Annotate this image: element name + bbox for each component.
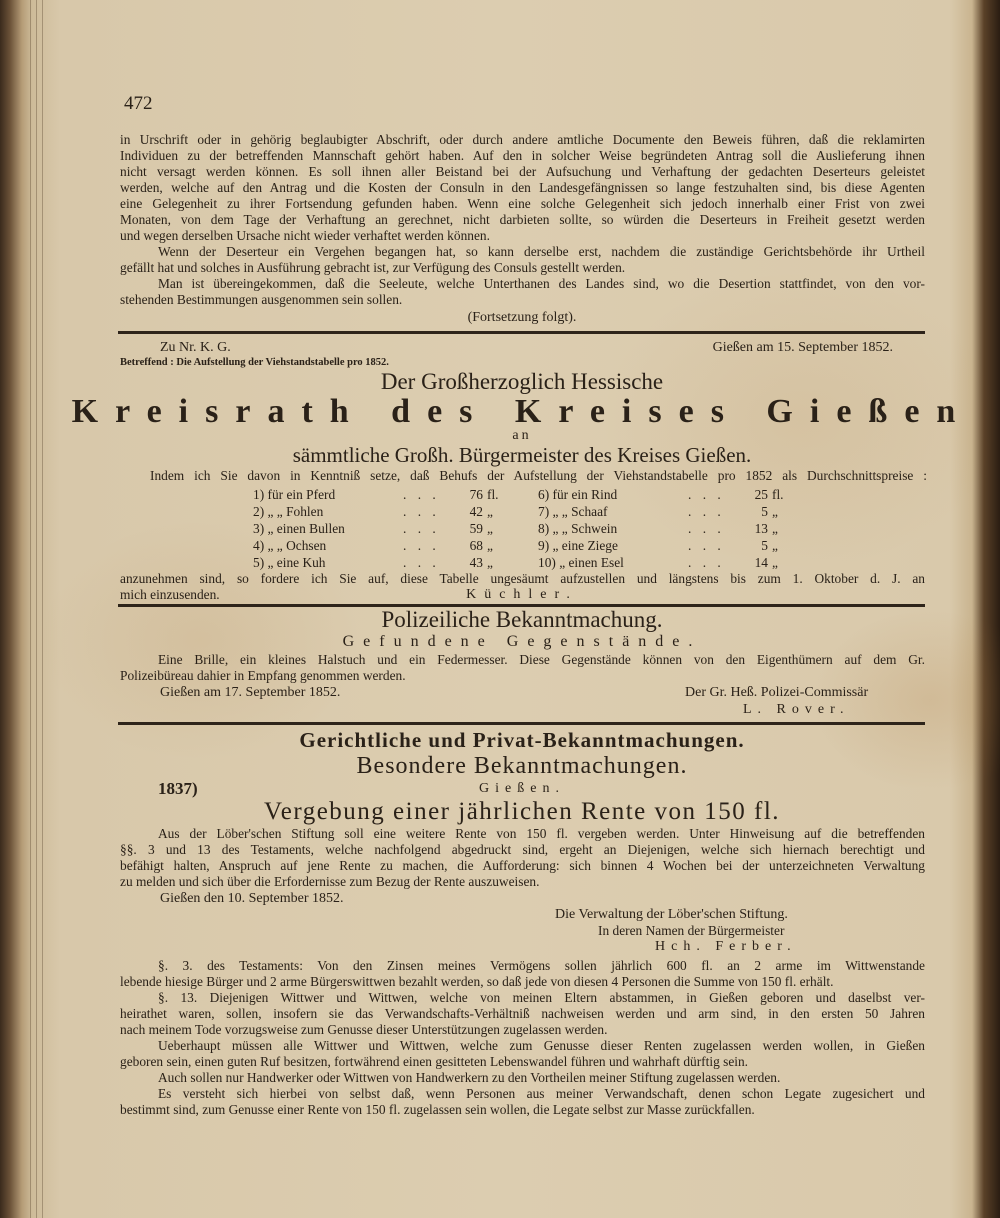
rente-notice-text [120,826,925,890]
leader-dots: . . . [688,555,725,570]
price-row [253,503,507,520]
price-label: 2) „ „ Fohlen [253,504,324,519]
foundation-signature-name: Hch. Ferber. [655,939,797,954]
leader-dots: . . . [688,487,725,502]
divider [118,331,925,334]
leader-dots: . . . [688,538,725,553]
text-line: mich einzusenden. [120,587,220,602]
price-value: 5 [761,504,768,519]
continuation-note: (Fortsetzung folgt). [467,310,577,325]
price-unit: fl. [487,487,499,502]
text-line: Auch sollen nur Handwerker oder Wittwen von Handwerkern zu den Vortheilen meiner Stiftung zugelassen werden. [158,1070,781,1085]
text-line: stehenden Bestimmungen ausgenommen sein sollen. [120,292,403,307]
text-line: eine Gelegenheit zu ihrer Fortsendung gefunden haben. Wenn eine solche Gelegenheit sich jedoch innerhalb einer Frist von zwei [120,196,925,211]
police-notice-date: Gießen am 17. September 1852. [160,685,341,700]
price-label: 10) „ einen Esel [538,555,624,570]
text-line: bestimmt sind, zum Genusse einer Rente von 150 fl. zugelassen sein wollen, die Legate selbst zur Masse zurückfallen. [120,1102,755,1117]
text-line: geboren sein, einen guten Ruf besitzen, fortwährend einen gesitteten Lebenswandel führen und wahrhaft dürftig sein. [120,1054,749,1069]
price-value: 14 [754,555,768,570]
text-line: Wenn der Deserteur ein Vergehen begangen hat, so kann derselbe erst, nachdem die zuständige Gerichtsbehörde ihr Urtheil [158,244,925,259]
price-unit: „ [487,504,493,519]
police-signature-name: L. Rover. [743,702,850,717]
price-row [538,486,792,503]
text-line: und wegen derselben Ursache nicht wieder verhaftet werden können. [120,228,490,243]
divider [118,722,925,725]
page-edge [30,0,31,1218]
notice-title: Vergebung einer jährlichen Rente von 150 fl. [263,798,781,825]
price-value: 76 [469,487,483,502]
text-line: lebende hiesige Bürger und 2 arme Bürgerswittwen bezahlt werden, so daß jede von diesen 4 Personen die Summe von 150 fl. erhält. [120,974,834,989]
price-value: 68 [469,538,483,553]
leader-dots: . . . [403,504,440,519]
price-unit: „ [487,555,493,570]
section-title: Gerichtliche und Privat-Bekanntmachungen. [299,728,745,752]
text-line: Polizeibüreau dahier in Empfang genommen werden. [120,668,406,683]
notice-date: Gießen am 15. September 1852. [712,340,893,355]
price-unit: „ [772,504,778,519]
price-unit: „ [772,538,778,553]
leader-dots: . . . [688,504,725,519]
price-unit: „ [487,538,493,553]
text-line: Es versteht sich hierbei von selbst daß, wenn Personen aus meiner Verwandschaft, denen schon Legate zugesichert und [158,1086,925,1101]
price-row [538,520,792,537]
price-label: 8) „ „ Schwein [538,521,618,536]
prices-intro-line: Indem ich Sie davon in Kenntniß setze, daß Behufs der Aufstellung der Viehstandstabelle pro 1852 als Durchschnittspreise : [150,468,927,483]
price-row [253,486,507,503]
text-line: Monaten, von dem Tage der Verhaftung an gerechnet, nicht darbieten sollte, so würden die Deserteurs in Freiheit gesetzt werden [120,212,925,227]
price-row [538,554,792,571]
price-unit: „ [772,521,778,536]
price-value: 43 [469,555,483,570]
rente-notice-date: Gießen den 10. September 1852. [160,891,344,906]
price-row [538,537,792,554]
leader-dots: . . . [403,538,440,553]
addressee-heading: sämmtliche Großh. Bürgermeister des Kreises Gießen. [292,443,752,467]
police-notice-subtitle: Gefundene Gegenstände. [342,633,702,650]
price-label: 6) für ein Rind [538,487,618,502]
price-label: 1) für ein Pferd [253,487,336,502]
price-row [253,520,507,537]
page-number: 472 [124,93,153,114]
notice-place: Gießen. [479,781,565,796]
addressee-an: an [512,428,532,443]
page-edge [42,0,43,1218]
price-row [253,537,507,554]
foundation-signature-role: In deren Namen der Bürgermeister [598,923,785,938]
notice-subject: Betreffend : Die Aufstellung der Viehstandstabelle pro 1852. [120,357,389,368]
text-line: §. 13. Diejenigen Wittwer und Wittwen, welche von meinen Eltern abstammen, in Gießen geboren und daselbst ver- [158,990,925,1005]
price-label: 3) „ einen Bullen [253,521,345,536]
price-value: 5 [761,538,768,553]
price-row [538,503,792,520]
price-label: 9) „ eine Ziege [538,538,618,553]
price-value: 13 [754,521,768,536]
text-line: nach meinem Tode vorzugsweise zum Genusse dieser Unterstützungen zugelassen werden. [120,1022,608,1037]
authority-title: Kreisrath des Kreises Gießen [71,393,973,430]
police-notice-title: Polizeiliche Bekanntmachung. [381,607,663,632]
signature-kuechler: Küchler. [466,587,578,602]
price-value: 25 [754,487,768,502]
text-line: befähigt halten, Anspruch auf jene Rente zu machen, die Aufforderung: sich binnen 4 Wochen bei der unterzeichneten Verwaltung [120,858,925,873]
testament-text [120,958,925,1118]
police-notice-text [120,652,925,684]
price-label: 4) „ „ Ochsen [253,538,327,553]
text-line: nicht versagt werden können. Es soll ihnen aller Beistand bei der Aufsuchung und Verhaftung der gedachten Deserteurs geleistet [120,164,925,179]
police-signature-title: Der Gr. Heß. Polizei-Commissär [685,685,869,700]
leader-dots: . . . [403,555,440,570]
text-line: §§. 3 und 13 des Testaments, welche nachfolgend abgedruckt sind, ergeht an Diejenigen, welche sich hiernach berechtigt und [120,842,925,857]
text-line: in Urschrift oder in gehörig beglaubigter Abschrift, oder durch andere amtliche Documente den Beweis führen, daß die reklamirten [120,132,925,147]
text-line: Eine Brille, ein kleines Halstuch und ein Federmesser. Diese Gegenstände können von den Eigenthümern auf dem Gr. [158,652,925,667]
text-line: anzunehmen sind, so fordere ich Sie auf, diese Tabelle ungesäumt aufzustellen und längstens bis zum 1. Oktober d. J. an [120,571,925,586]
page-edge [36,0,37,1218]
reference-number: Zu Nr. K. G. [160,340,231,355]
price-label: 5) „ eine Kuh [253,555,326,570]
foundation-signature: Die Verwaltung der Löber'schen Stiftung. [555,907,788,922]
leader-dots: . . . [403,487,440,502]
price-unit: „ [772,555,778,570]
text-line: zu melden und sich über die Erfordernisse zum Bezug der Rente auszuweisen. [120,874,540,889]
notice-number: 1837) [158,779,198,798]
leader-dots: . . . [688,521,725,536]
text-line: Ueberhaupt müssen alle Wittwer und Wittwen, welche zum Genusse dieser Renten zugelassen werden wollen, in Gießen [158,1038,925,1053]
text-line: §. 3. des Testaments: Von den Zinsen meines Vermögens sollen jährlich 600 fl. an 2 arme im Wittwenstande [158,958,925,973]
text-line: Man ist übereingekommen, daß die Seeleute, welche Unterthanen des Landes sind, wo die Desertion stattfindet, von den vor- [158,276,925,291]
subsection-title: Besondere Bekanntmachungen. [356,753,688,779]
authority-heading: Der Großherzoglich Hessische [380,369,664,394]
price-label: 7) „ „ Schaaf [538,504,608,519]
price-value: 59 [469,521,483,536]
text-line: Aus der Löber'schen Stiftung soll eine weitere Rente von 150 fl. vergeben werden. Unter Hinweisung auf die betreffenden [158,826,925,841]
text-line: werden, welche auf den Antrag und die Kosten der Consuln in den Landesgefängnissen so lange festzuhalten sind, bis diese Agenten [120,180,925,195]
leader-dots: . . . [403,521,440,536]
text-line: gefällt hat und solches in Ausführung gebracht ist, zur Verfügung des Consuls gestellt werden. [120,260,626,275]
price-value: 42 [469,504,483,519]
price-row [253,554,507,571]
prices-intro [150,468,927,484]
text-line: Individuen zu der betreffenden Mannschaft gehört haben. Auf den in solcher Weise begründeten Antrag soll die Auslieferung ihnen [120,148,925,163]
treaty-continuation-text [120,132,925,308]
price-unit: „ [487,521,493,536]
price-unit: fl. [772,487,784,502]
text-line: heirathet waren, sollen, insofern sie das Verwandschafts-Verhältniß nachweisen werden und arm sind, in den ersten 50 Jahren [120,1006,925,1021]
